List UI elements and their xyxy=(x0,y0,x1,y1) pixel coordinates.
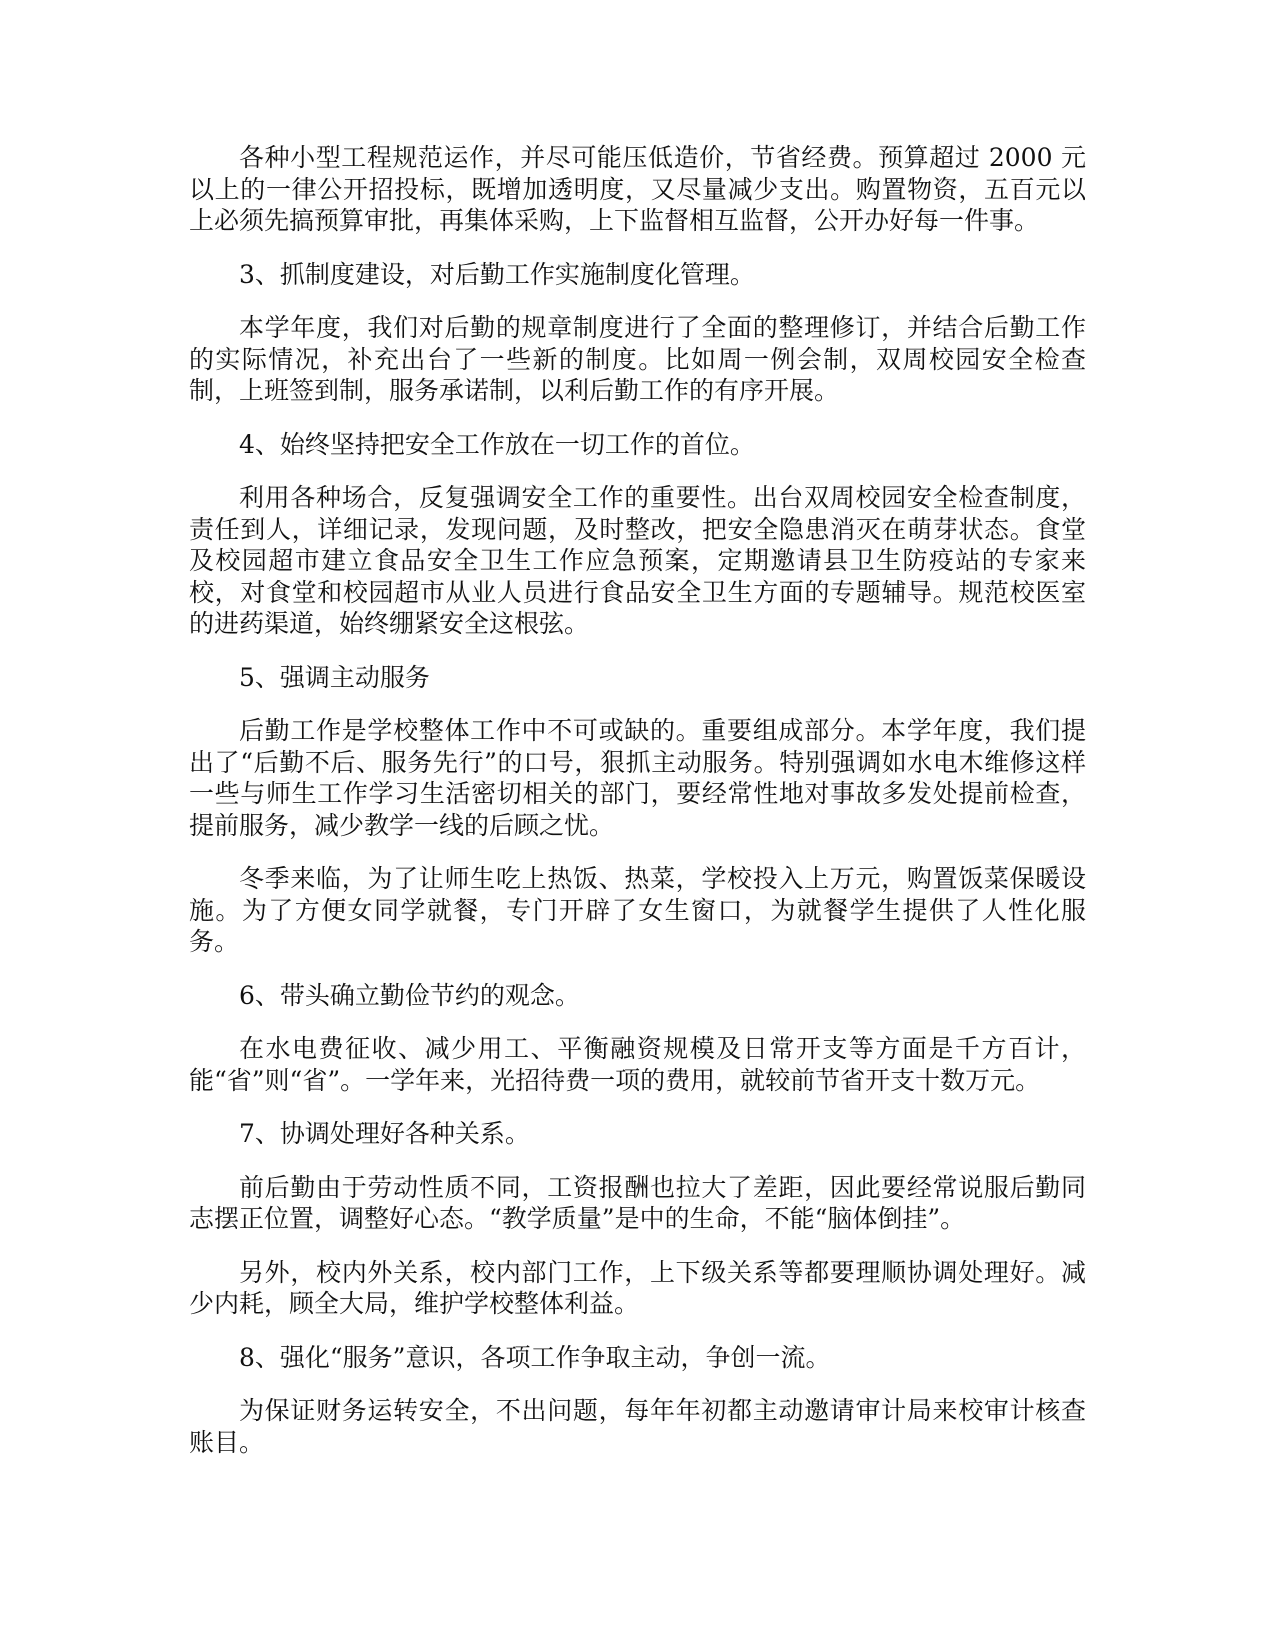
paragraph: 各种小型工程规范运作，并尽可能压低造价，节省经费。预算超过 2000 元以上的一律公开招投标，既增加透明度，又尽量减少支出。购置物资，五百元以上必须先搞预算审批，再集体采购，上下监督相互监督，公开办好每一件事。 xyxy=(189,143,1086,235)
paragraph: 利用各种场合，反复强调安全工作的重要性。出台双周校园安全检查制度，责任到人，详细记录，发现问题，及时整改，把安全隐患消灭在萌芽状态。食堂及校园超市建立食品安全卫生工作应急预案，定期邀请县卫生防疫站的专家来校，对食堂和校园超市从业人员进行食品安全卫生方面的专题辅导。规范校医室的进药渠道，始终绷紧安全这根弦。 xyxy=(189,483,1086,638)
section-heading: 4、始终坚持把安全工作放在一切工作的首位。 xyxy=(239,429,755,459)
document-body xyxy=(189,142,1086,1480)
paragraph: 另外，校内外关系，校内部门工作，上下级关系等都要理顺协调处理好。减少内耗，顾全大局，维护学校整体利益。 xyxy=(189,1257,1086,1318)
paragraph: 在水电费征收、减少用工、平衡融资规模及日常开支等方面是千方百计，能“省”则“省”。一学年来，光招待费一项的费用，就较前节省开支十数万元。 xyxy=(189,1034,1086,1095)
section-heading: 8、强化“服务”意识，各项工作争取主动，争创一流。 xyxy=(239,1342,831,1372)
section-heading: 3、抓制度建设，对后勤工作实施制度化管理。 xyxy=(239,259,755,289)
paragraph: 冬季来临，为了让师生吃上热饭、热菜，学校投入上万元，购置饭菜保暖设施。为了方便女同学就餐，专门开辟了女生窗口，为就餐学生提供了人性化服务。 xyxy=(189,864,1086,956)
section-heading: 7、协调处理好各种关系。 xyxy=(239,1119,530,1148)
section-heading: 5、强调主动服务 xyxy=(239,662,430,692)
paragraph: 前后勤由于劳动性质不同，工资报酬也拉大了差距，因此要经常说服后勤同志摆正位置，调整好心态。“教学质量”是中的生命，不能“脑体倒挂”。 xyxy=(189,1172,1086,1233)
paragraph: 为保证财务运转安全，不出问题，每年年初都主动邀请审计局来校审计核查账目。 xyxy=(189,1396,1086,1457)
paragraph: 本学年度，我们对后勤的规章制度进行了全面的整理修订，并结合后勤工作的实际情况，补充出台了一些新的制度。比如周一例会制，双周校园安全检查制，上班签到制，服务承诺制，以利后勤工作的有序开展。 xyxy=(189,313,1086,405)
section-heading: 6、带头确立勤俭节约的观念。 xyxy=(239,980,580,1010)
paragraph: 后勤工作是学校整体工作中不可或缺的。重要组成部分。本学年度，我们提出了“后勤不后、服务先行”的口号，狠抓主动服务。特别强调如水电木维修这样一些与师生工作学习生活密切相关的部门，要经常性地对事故多发处提前检查，提前服务，减少教学一线的后顾之忧。 xyxy=(189,716,1086,840)
